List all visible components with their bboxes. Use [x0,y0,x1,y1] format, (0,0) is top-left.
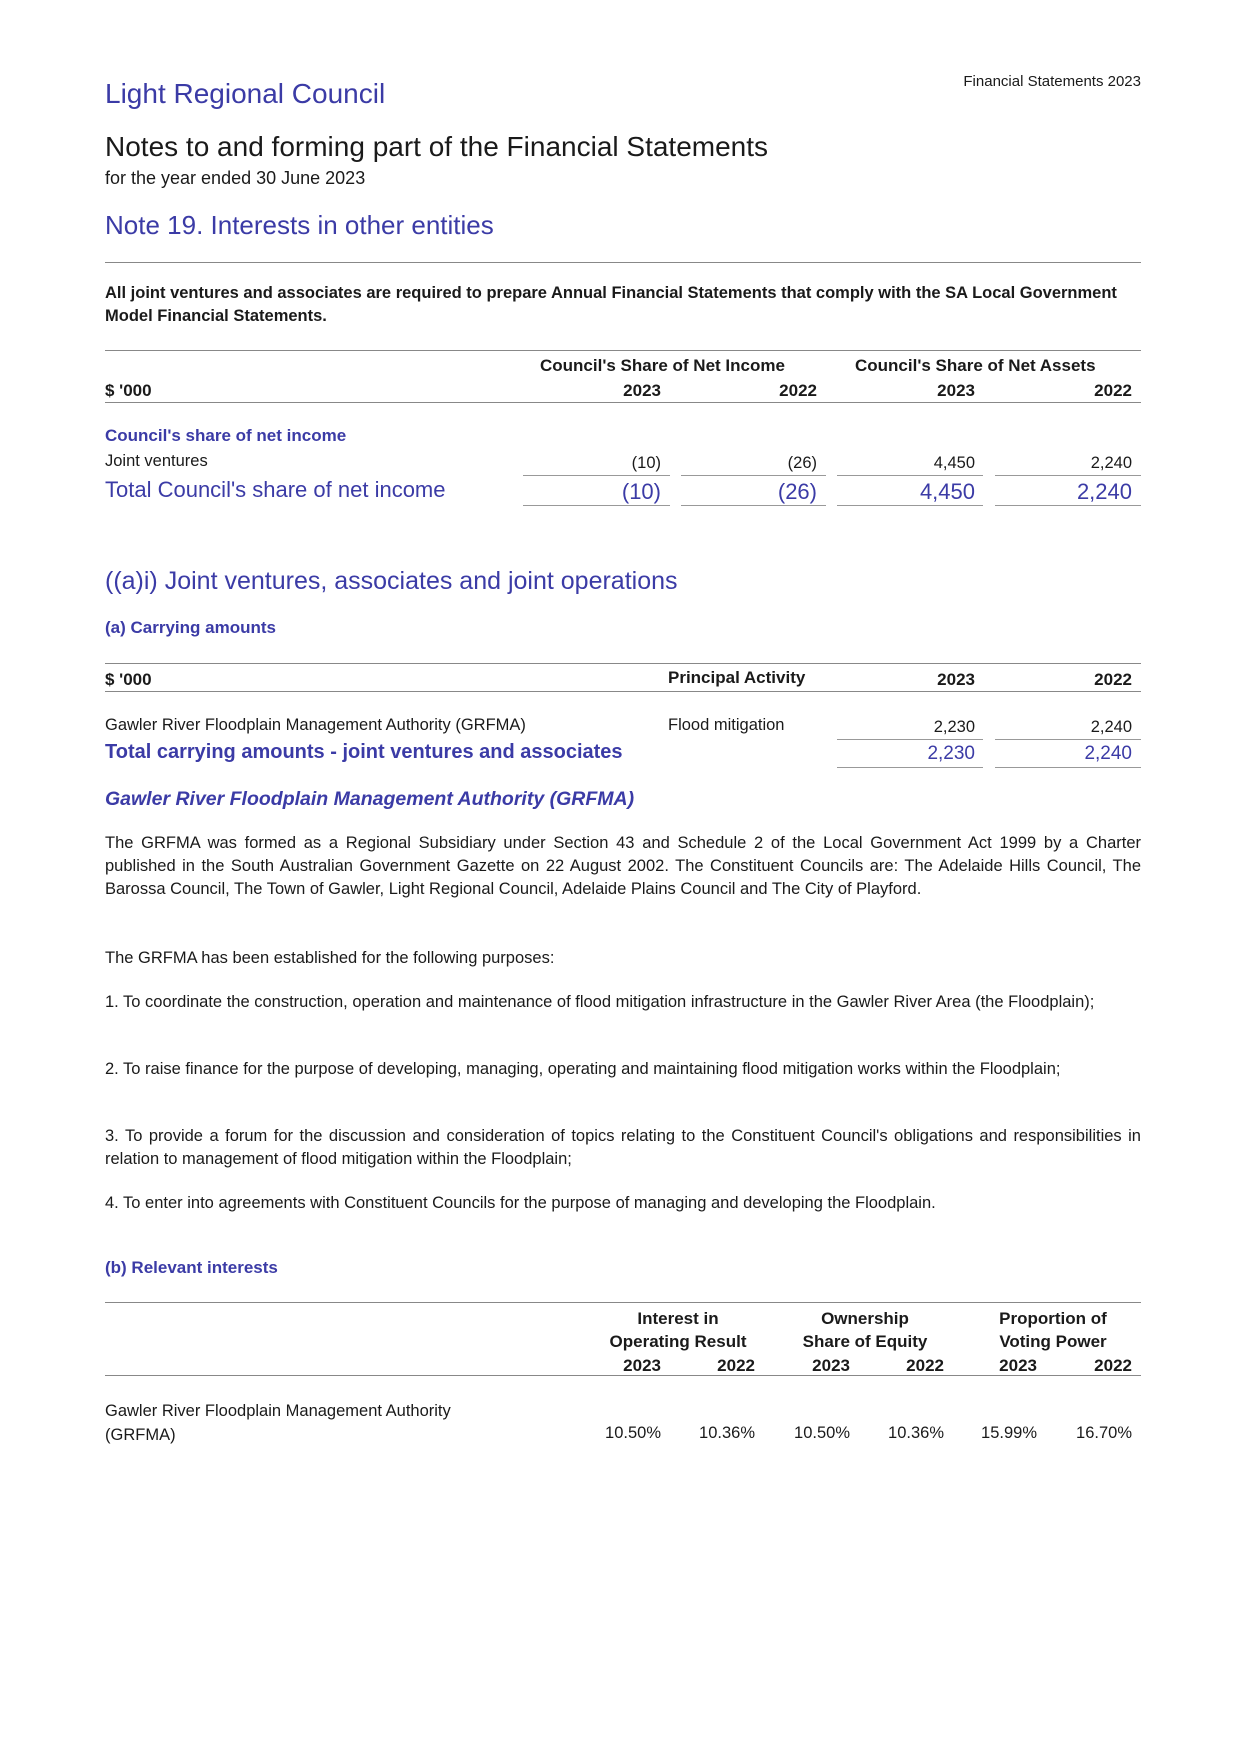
total-cell: 2,240 [1084,743,1132,764]
col-group-net-assets: Council's Share of Net Assets [855,356,1096,375]
org-name: Light Regional Council [105,78,386,109]
note-heading: Note 19. Interests in other entities [105,210,494,240]
year-header: 2023 [937,670,975,689]
row-label: Gawler River Floodplain Management Authority (GRFMA) [105,716,526,734]
year-header: 2023 [999,1356,1037,1375]
subsection-heading: (b) Relevant interests [105,1258,278,1277]
year-header: 2022 [1094,381,1132,400]
cell: 10.36% [888,1424,944,1442]
cell: 16.70% [1076,1424,1132,1442]
section-heading: ((a)i) Joint ventures, associates and joint operations [105,567,678,595]
col-group-voting-power: Proportion of Voting Power [999,1309,1107,1351]
cell: (10) [631,454,661,472]
total-cell: 2,240 [1076,479,1132,504]
cell: 4,450 [933,454,975,472]
total-label: Total carrying amounts - joint ventures and associates [105,741,623,763]
col-group-share-equity: Ownership Share of Equity [802,1309,928,1351]
activity-header: Principal Activity [668,668,806,687]
year-header: 2023 [937,381,975,400]
total-label: Total Council's share of net income [105,477,446,502]
paragraph: The GRFMA has been established for the following purposes: [105,949,555,967]
cell: (26) [787,454,817,472]
divider [105,402,1141,403]
total-cell: 2,230 [927,743,975,764]
year-header: 2023 [623,381,661,400]
total-cell: (26) [777,479,817,504]
year-header: 2022 [717,1356,755,1375]
unit-label: $ '000 [105,670,152,689]
unit-label: $ '000 [105,381,152,400]
total-cell: 4,450 [919,479,975,504]
cell: 15.99% [981,1424,1037,1442]
row-activity: Flood mitigation [668,716,785,734]
list-item: 2. To raise finance for the purpose of developing, managing, operating and maintaining flood mitigation works within the Floodplain; [105,1060,1061,1078]
cell: 2,240 [1090,718,1132,736]
paragraph: The GRFMA was formed as a Regional Subsidiary under Section 43 and Schedule 2 of the Local Government Act 1999 by a Charter published in the South Australian Government Gazette on 22 August 2002. The Constituent Councils are: The Adelaide Hills Council, The Barossa Council, The Town of Gawler, Light Regional Council, Adelaide Plains Council and The City of Playford. [105,834,1141,898]
page-title: Notes to and forming part of the Financial Statements [105,131,769,162]
col-group-operating-result: Interest in Operating Result [609,1309,747,1351]
divider [105,262,1141,263]
document-label: Financial Statements 2023 [963,73,1141,90]
divider [105,1302,1141,1303]
section-label: Council's share of net income [105,426,347,445]
row-label: Gawler River Floodplain Management Authority (GRFMA) [105,1402,451,1444]
grfma-heading: Gawler River Floodplain Management Authority (GRFMA) [105,788,635,810]
year-header: 2022 [1094,670,1132,689]
divider [105,350,1141,351]
intro-text: All joint ventures and associates are required to prepare Annual Financial Statements that comply with the SA Local Government Model Financial Statements. [105,284,1117,325]
divider [105,663,1141,664]
divider [105,691,1141,692]
year-header: 2022 [906,1356,944,1375]
year-header: 2022 [779,381,817,400]
page-subtitle: for the year ended 30 June 2023 [105,168,366,188]
year-header: 2023 [623,1356,661,1375]
col-group-net-income: Council's Share of Net Income [540,356,785,375]
list-item: 1. To coordinate the construction, operation and maintenance of flood mitigation infrastructure in the Gawler River Area (the Floodplain); [105,993,1095,1011]
cell: 10.36% [699,1424,755,1442]
list-item: 3. To provide a forum for the discussion and consideration of topics relating to the Constituent Council's obligations and responsibilities in relation to management of flood mitigation within the Floodplain; [105,1127,1141,1168]
list-item: 4. To enter into agreements with Constituent Councils for the purpose of managing and developing the Floodplain. [105,1194,936,1212]
row-label: Joint ventures [105,452,208,470]
subsection-heading: (a) Carrying amounts [105,618,276,637]
total-cell: (10) [621,479,661,504]
cell: 2,240 [1090,454,1132,472]
cell: 10.50% [794,1424,850,1442]
divider [105,1375,1141,1376]
cell: 2,230 [933,718,975,736]
year-header: 2022 [1094,1356,1132,1375]
cell: 10.50% [605,1424,661,1442]
year-header: 2023 [812,1356,850,1375]
